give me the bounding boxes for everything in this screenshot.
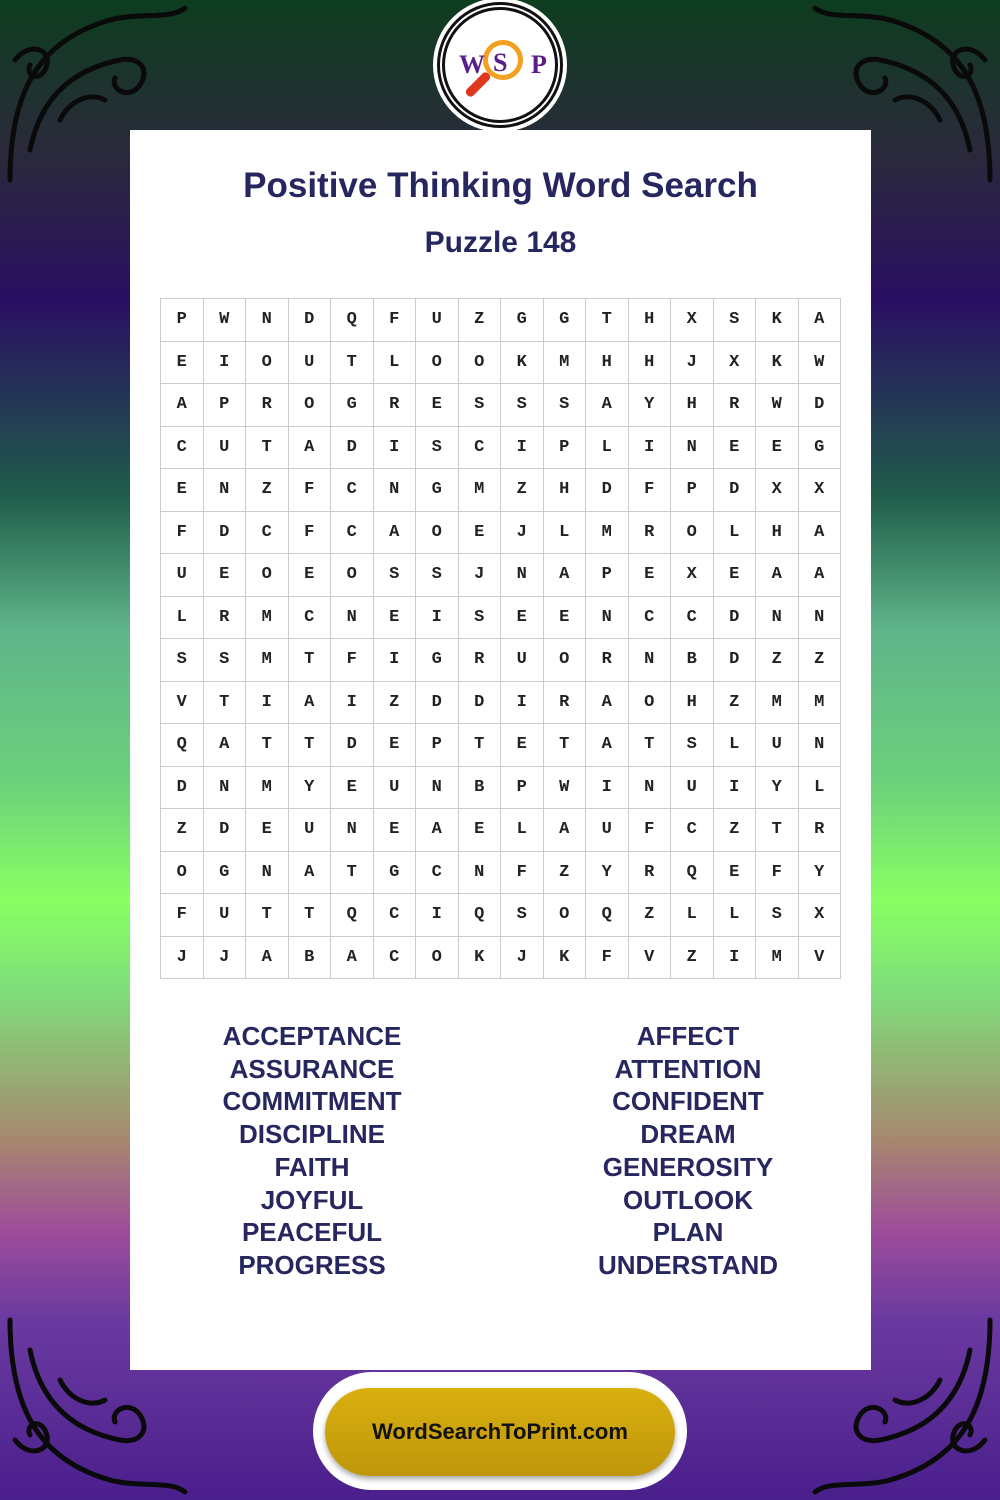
grid-cell[interactable]: A [799,299,842,342]
grid-cell[interactable]: M [246,597,289,640]
grid-cell[interactable]: D [416,682,459,725]
grid-cell[interactable]: G [204,852,247,895]
grid-cell[interactable]: F [289,512,332,555]
grid-cell[interactable]: E [246,809,289,852]
grid-cell[interactable]: X [799,469,842,512]
grid-cell[interactable]: D [714,469,757,512]
puzzle-title: Positive Thinking Word Search [243,166,758,205]
grid-cell[interactable]: U [416,299,459,342]
grid-cell[interactable]: I [629,427,672,470]
grid-cell[interactable]: A [586,682,629,725]
grid-cell[interactable]: E [161,469,204,512]
grid-cell[interactable]: O [544,639,587,682]
letter-grid [160,298,841,979]
grid-cell[interactable]: E [374,724,417,767]
grid-cell[interactable]: E [459,512,502,555]
grid-cell[interactable]: T [331,342,374,385]
grid-cell[interactable]: C [161,427,204,470]
grid-cell[interactable]: R [714,384,757,427]
grid-cell[interactable]: C [671,597,714,640]
grid-cell[interactable]: V [161,682,204,725]
grid-cell[interactable]: Z [756,639,799,682]
grid-cell[interactable]: D [331,427,374,470]
word-list-item: OUTLOOK [623,1184,753,1215]
grid-cell[interactable]: A [204,724,247,767]
grid-cell[interactable]: A [331,937,374,980]
grid-cell[interactable]: E [714,427,757,470]
grid-cell[interactable]: F [331,639,374,682]
grid-cell[interactable]: Q [331,894,374,937]
grid-cell[interactable]: W [799,342,842,385]
grid-cell[interactable]: Z [544,852,587,895]
grid-cell[interactable]: R [629,512,672,555]
grid-cell[interactable]: T [246,724,289,767]
grid-cell[interactable]: X [671,299,714,342]
grid-cell[interactable]: M [544,342,587,385]
grid-cell[interactable]: K [544,937,587,980]
grid-cell[interactable]: I [246,682,289,725]
grid-cell[interactable]: U [374,767,417,810]
grid-cell[interactable]: Z [246,469,289,512]
word-list-right [508,1020,868,1282]
grid-cell[interactable]: T [459,724,502,767]
grid-cell[interactable]: H [629,299,672,342]
grid-cell[interactable]: P [501,767,544,810]
grid-cell[interactable]: E [331,767,374,810]
grid-cell[interactable]: I [374,639,417,682]
grid-cell[interactable]: H [586,342,629,385]
grid-cell[interactable]: J [459,554,502,597]
grid-cell[interactable]: T [756,809,799,852]
grid-cell[interactable]: Q [671,852,714,895]
grid-cell[interactable]: Z [799,639,842,682]
grid-cell[interactable]: G [799,427,842,470]
grid-cell[interactable]: A [544,554,587,597]
grid-cell[interactable]: O [671,512,714,555]
grid-cell[interactable]: S [459,597,502,640]
grid-cell[interactable]: R [629,852,672,895]
grid-cell[interactable]: H [544,469,587,512]
grid-cell[interactable]: Z [374,682,417,725]
grid-cell[interactable]: A [289,852,332,895]
grid-cell[interactable]: Y [289,767,332,810]
grid-cell[interactable]: S [714,299,757,342]
grid-cell[interactable]: S [416,427,459,470]
grid-cell[interactable]: H [629,342,672,385]
word-list-item: GENEROSITY [602,1151,774,1182]
grid-cell[interactable]: V [629,937,672,980]
grid-cell[interactable]: K [756,342,799,385]
grid-cell[interactable]: N [331,597,374,640]
grid-cell[interactable]: I [204,342,247,385]
grid-cell[interactable]: A [161,384,204,427]
grid-cell[interactable]: D [161,767,204,810]
grid-cell[interactable]: C [671,809,714,852]
grid-cell[interactable]: I [416,894,459,937]
puzzle-number: Puzzle 148 [424,226,577,259]
grid-cell[interactable]: T [331,852,374,895]
grid-cell[interactable]: Y [629,384,672,427]
grid-cell[interactable]: D [714,639,757,682]
grid-cell[interactable]: Q [459,894,502,937]
grid-cell[interactable]: O [416,512,459,555]
grid-cell[interactable]: S [501,894,544,937]
grid-cell[interactable]: S [416,554,459,597]
grid-cell[interactable]: D [586,469,629,512]
grid-cell[interactable]: T [544,724,587,767]
grid-cell[interactable]: E [501,724,544,767]
grid-cell[interactable]: Z [629,894,672,937]
grid-cell[interactable]: N [586,597,629,640]
grid-cell[interactable]: S [374,554,417,597]
grid-cell[interactable]: Z [161,809,204,852]
grid-cell[interactable]: I [501,427,544,470]
grid-cell[interactable]: D [331,724,374,767]
grid-cell[interactable]: U [289,809,332,852]
grid-cell[interactable]: I [586,767,629,810]
grid-cell[interactable]: O [331,554,374,597]
grid-cell[interactable]: M [799,682,842,725]
grid-cell[interactable]: N [374,469,417,512]
grid-cell[interactable]: L [161,597,204,640]
grid-cell[interactable]: R [459,639,502,682]
grid-cell[interactable]: P [204,384,247,427]
grid-cell[interactable]: L [544,512,587,555]
grid-cell[interactable]: B [671,639,714,682]
grid-cell[interactable]: E [544,597,587,640]
grid-cell[interactable]: G [501,299,544,342]
grid-cell[interactable]: Z [459,299,502,342]
grid-cell[interactable]: G [374,852,417,895]
grid-cell[interactable]: K [459,937,502,980]
grid-cell[interactable]: D [289,299,332,342]
grid-cell[interactable]: A [799,554,842,597]
grid-cell[interactable]: Y [799,852,842,895]
grid-cell[interactable]: T [289,894,332,937]
grid-cell[interactable]: E [501,597,544,640]
grid-cell[interactable]: P [416,724,459,767]
grid-cell[interactable]: Z [671,937,714,980]
grid-cell[interactable]: K [756,299,799,342]
word-list-item: PEACEFUL [241,1217,383,1248]
grid-cell[interactable]: U [289,342,332,385]
grid-cell[interactable]: N [246,852,289,895]
grid-cell[interactable]: N [246,299,289,342]
grid-cell[interactable]: C [629,597,672,640]
grid-cell[interactable]: R [246,384,289,427]
grid-cell[interactable]: X [799,894,842,937]
grid-cell[interactable]: H [756,512,799,555]
grid-cell[interactable]: M [246,639,289,682]
grid-cell[interactable]: O [246,554,289,597]
word-list-item: CONFIDENT [612,1086,764,1117]
grid-cell[interactable]: A [289,427,332,470]
grid-cell[interactable]: F [161,894,204,937]
grid-cell[interactable]: E [629,554,672,597]
grid-cell[interactable]: C [289,597,332,640]
grid-cell[interactable]: T [629,724,672,767]
grid-cell[interactable]: A [756,554,799,597]
grid-cell[interactable]: N [416,767,459,810]
logo-badge [442,7,558,123]
grid-cell[interactable]: L [714,512,757,555]
grid-cell[interactable]: M [246,767,289,810]
grid-cell[interactable]: E [714,852,757,895]
grid-cell[interactable]: E [416,384,459,427]
word-list-item: PLAN [652,1217,724,1248]
grid-cell[interactable]: N [799,597,842,640]
word-list-item: ACCEPTANCE [222,1021,402,1051]
site-logo[interactable] [437,2,563,128]
grid-cell[interactable]: N [459,852,502,895]
grid-cell[interactable]: T [246,894,289,937]
logo-letter-p: P [531,50,547,79]
grid-cell[interactable]: D [459,682,502,725]
grid-cell[interactable]: E [161,342,204,385]
grid-cell[interactable]: N [799,724,842,767]
grid-cell[interactable]: R [586,639,629,682]
grid-cell[interactable]: J [501,512,544,555]
grid-cell[interactable]: I [331,682,374,725]
grid-cell[interactable]: F [501,852,544,895]
grid-cell[interactable]: C [246,512,289,555]
word-list-item: ASSURANCE [229,1053,395,1084]
grid-cell[interactable]: J [204,937,247,980]
grid-cell[interactable]: L [671,894,714,937]
grid-cell[interactable]: T [586,299,629,342]
grid-cell[interactable]: E [289,554,332,597]
logo-letter-w: W [459,50,485,79]
word-list-item: DISCIPLINE [239,1119,385,1150]
grid-cell[interactable]: N [629,767,672,810]
grid-cell[interactable]: N [671,427,714,470]
grid-cell[interactable]: F [586,937,629,980]
grid-cell[interactable]: W [544,767,587,810]
site-link-button[interactable]: WordSearchToPrint.com [325,1388,675,1476]
grid-cell[interactable]: Y [586,852,629,895]
grid-cell[interactable]: C [459,427,502,470]
grid-cell[interactable]: B [289,937,332,980]
grid-cell[interactable]: W [204,299,247,342]
grid-cell[interactable]: Q [586,894,629,937]
word-list-item: COMMITMENT [222,1086,402,1117]
grid-cell[interactable]: G [331,384,374,427]
grid-cell[interactable]: I [714,767,757,810]
grid-cell[interactable]: S [756,894,799,937]
grid-cell[interactable]: E [459,809,502,852]
grid-cell[interactable]: A [586,384,629,427]
grid-cell[interactable]: O [629,682,672,725]
grid-cell[interactable]: Z [714,682,757,725]
grid-cell[interactable]: Q [161,724,204,767]
grid-cell[interactable]: G [544,299,587,342]
grid-cell[interactable]: O [246,342,289,385]
grid-cell[interactable]: J [161,937,204,980]
grid-cell[interactable]: F [629,469,672,512]
grid-cell[interactable]: M [756,937,799,980]
grid-cell[interactable]: C [374,937,417,980]
grid-cell[interactable]: G [416,639,459,682]
word-list-item: UNDERSTAND [597,1249,779,1280]
grid-cell[interactable]: O [416,342,459,385]
grid-cell[interactable]: L [799,767,842,810]
word-list-item: DREAM [640,1119,736,1150]
grid-cell[interactable]: X [671,554,714,597]
grid-cell[interactable]: H [671,384,714,427]
grid-cell[interactable]: N [331,809,374,852]
grid-cell[interactable]: E [374,809,417,852]
grid-cell[interactable]: J [501,937,544,980]
grid-cell[interactable]: S [204,639,247,682]
grid-cell[interactable]: X [756,469,799,512]
grid-cell[interactable]: K [501,342,544,385]
grid-cell[interactable]: E [374,597,417,640]
grid-cell[interactable]: U [204,894,247,937]
grid-cell[interactable]: R [204,597,247,640]
grid-cell[interactable]: D [799,384,842,427]
grid-cell[interactable]: C [331,512,374,555]
grid-cell[interactable]: S [501,384,544,427]
grid-cell[interactable]: T [204,682,247,725]
grid-cell[interactable]: S [161,639,204,682]
word-list-item: AFFECT [636,1021,740,1051]
grid-cell[interactable]: U [501,639,544,682]
grid-cell[interactable]: O [459,342,502,385]
grid-cell[interactable]: P [586,554,629,597]
grid-cell[interactable]: A [246,937,289,980]
grid-cell[interactable]: O [161,852,204,895]
grid-cell[interactable]: P [161,299,204,342]
grid-cell[interactable]: D [204,809,247,852]
grid-cell[interactable]: F [374,299,417,342]
grid-cell[interactable]: F [629,809,672,852]
grid-cell[interactable]: U [204,427,247,470]
word-list-item: JOYFUL [260,1184,364,1215]
grid-cell[interactable]: N [501,554,544,597]
grid-cell[interactable]: F [756,852,799,895]
grid-cell[interactable]: I [714,937,757,980]
grid-cell[interactable]: T [289,639,332,682]
grid-cell[interactable]: M [756,682,799,725]
grid-cell[interactable]: A [374,512,417,555]
grid-cell[interactable]: O [289,384,332,427]
grid-cell[interactable]: S [459,384,502,427]
grid-cell[interactable]: V [799,937,842,980]
grid-cell[interactable]: W [756,384,799,427]
grid-cell[interactable]: I [416,597,459,640]
grid-cell[interactable]: A [799,512,842,555]
grid-cell[interactable]: C [416,852,459,895]
grid-cell[interactable]: N [204,469,247,512]
puzzle-card [130,130,871,1370]
grid-cell[interactable]: H [671,682,714,725]
grid-cell[interactable]: C [374,894,417,937]
grid-cell[interactable]: I [501,682,544,725]
grid-cell[interactable]: D [714,597,757,640]
word-list-item: FAITH [274,1151,350,1182]
grid-cell[interactable]: U [756,724,799,767]
grid-cell[interactable]: L [501,809,544,852]
word-list-left [132,1020,492,1282]
footer-badge [313,1372,687,1490]
grid-cell[interactable]: A [586,724,629,767]
grid-cell[interactable]: E [714,554,757,597]
grid-cell[interactable]: B [459,767,502,810]
grid-cell[interactable]: N [756,597,799,640]
grid-cell[interactable]: U [671,767,714,810]
grid-cell[interactable]: J [671,342,714,385]
grid-cell[interactable]: O [416,937,459,980]
grid-cell[interactable]: R [544,682,587,725]
word-list-item: PROGRESS [238,1249,386,1280]
grid-cell[interactable]: X [714,342,757,385]
grid-cell[interactable]: O [544,894,587,937]
grid-cell[interactable]: P [671,469,714,512]
grid-cell[interactable]: L [714,724,757,767]
grid-cell[interactable]: T [246,427,289,470]
grid-cell[interactable]: S [671,724,714,767]
grid-cell[interactable]: L [586,427,629,470]
grid-cell[interactable]: Z [501,469,544,512]
grid-cell[interactable]: D [204,512,247,555]
grid-cell[interactable]: P [544,427,587,470]
grid-cell[interactable]: M [586,512,629,555]
grid-cell[interactable]: N [629,639,672,682]
grid-cell[interactable]: T [289,724,332,767]
grid-cell[interactable]: I [374,427,417,470]
grid-cell[interactable]: S [544,384,587,427]
grid-cell[interactable]: E [756,427,799,470]
grid-cell[interactable]: U [586,809,629,852]
grid-cell[interactable]: Y [756,767,799,810]
grid-cell[interactable]: F [289,469,332,512]
grid-cell[interactable]: C [331,469,374,512]
grid-cell[interactable]: U [161,554,204,597]
grid-cell[interactable]: A [289,682,332,725]
grid-cell[interactable]: E [204,554,247,597]
grid-cell[interactable]: Q [331,299,374,342]
grid-cell[interactable]: G [416,469,459,512]
grid-cell[interactable]: M [459,469,502,512]
grid-cell[interactable]: L [714,894,757,937]
grid-cell[interactable]: N [204,767,247,810]
grid-cell[interactable]: Z [714,809,757,852]
grid-cell[interactable]: R [374,384,417,427]
grid-cell[interactable]: R [799,809,842,852]
grid-cell[interactable]: F [161,512,204,555]
word-list-item: ATTENTION [614,1053,762,1084]
grid-cell[interactable]: A [544,809,587,852]
grid-cell[interactable]: L [374,342,417,385]
grid-cell[interactable]: A [416,809,459,852]
logo-letter-s: S [493,48,508,77]
